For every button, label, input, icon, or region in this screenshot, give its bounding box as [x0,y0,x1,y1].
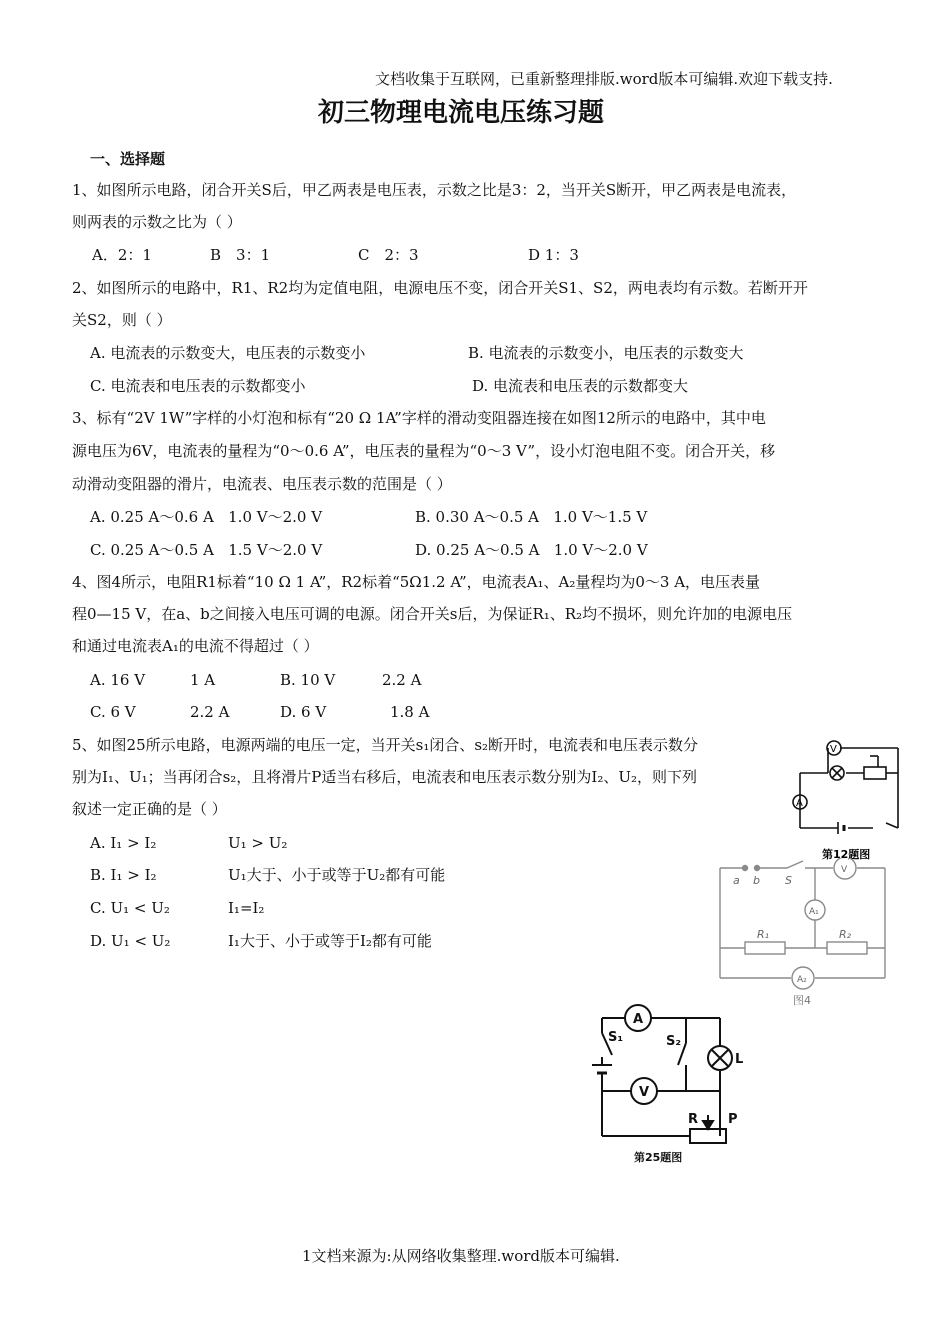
q4-option-b-current: 2.2 A [382,671,422,689]
header-note: 文档收集于互联网，已重新整理排版.word版本可编辑.欢迎下载支持. [375,70,833,88]
q5-option-d-right: I₁大于、小于或等于I₂都有可能 [228,932,432,950]
q2-option-d: D. 电流表和电压表的示数都变大 [472,377,689,395]
question-5-line-1: 5、如图25所示电路，电源两端的电压一定，当开关s₁闭合、s₂断开时，电流表和电压表示数分 [72,736,699,754]
fig4-s-label: S [785,874,792,887]
question-3-line-3: 动滑动变阻器的滑片，电流表、电压表示数的范围是（ ） [72,475,452,493]
fig4-b-label: b [753,874,760,887]
fig4-a1-label: A₁ [809,907,819,917]
fig25-l-label: L [735,1052,744,1067]
page-title: 初三物理电流电压练习题 [318,98,605,128]
fig25-caption: 第25题图 [634,1151,683,1164]
q5-option-b: B. I₁ > I₂ [90,866,157,884]
question-3-line-2: 源电压为6V，电流表的量程为“0～0.6 A”，电压表的量程为“0～3 V”，设小灯泡电阻不变。闭合开关，移 [72,442,776,460]
fig25-r-label: R [688,1112,699,1127]
q4-option-a-current: 1 A [190,671,216,689]
q1-option-d: D 1：3 [528,246,579,264]
q4-option-b: B. 10 V [280,671,336,689]
q5-option-a-right: U₁ > U₂ [228,834,288,852]
fig4-r1-label: R₁ [757,928,770,941]
fig25-s1-label: S₁ [608,1030,624,1045]
q4-option-a: A. 16 V [90,671,146,689]
q2-option-c: C. 电流表和电压表的示数都变小 [90,377,306,395]
fig4-caption: 图4 [793,994,811,1007]
fig12-caption: 第12题图 [822,848,871,861]
question-2-line-1: 2、如图所示的电路中，R1、R2均为定值电阻，电源电压不变，闭合开关S1、S2，两电表均有示数。若断开开 [72,279,808,297]
fig4-a2-label: A₂ [797,975,807,985]
question-5-line-2: 别为I₁、U₁；当再闭合s₂，且将滑片P适当右移后，电流表和电压表示数分别为I₂、U₂，则下列 [72,768,697,786]
question-3-line-1: 3、标有“2V 1W”字样的小灯泡和标有“20 Ω 1A”字样的滑动变阻器连接在如图12所示的电路中，其中电 [72,409,766,427]
page-footer: 1文档来源为:从网络收集整理.word版本可编辑. [302,1247,620,1265]
q3-option-c: C. 0.25 A～0.5 A 1.5 V～2.0 V [90,541,323,559]
fig4-a-label: a [733,874,740,887]
fig12-v-label: V [830,744,837,755]
fig25-a-label: A [633,1012,644,1027]
fig4-v-label: V [841,865,848,875]
q2-option-b: B. 电流表的示数变小，电压表的示数变大 [468,344,744,362]
fig4-r2-label: R₂ [839,928,852,941]
fig25-v-label: V [639,1085,650,1100]
q5-option-d: D. U₁ < U₂ [90,932,171,950]
q3-option-d: D. 0.25 A～0.5 A 1.0 V～2.0 V [415,541,648,559]
question-4-line-2: 程0—15 V，在a、b之间接入电压可调的电源。闭合开关s后，为保证R₁、R₂均不损坏，则允许加的电源电压 [72,605,793,623]
figure-25-circuit [590,1003,758,1168]
figure-4-circuit [715,858,890,1010]
q5-option-c: C. U₁ < U₂ [90,899,170,917]
q2-option-a: A. 电流表的示数变大，电压表的示数变小 [90,344,366,362]
q1-option-a: A．2：1 [92,246,152,264]
q4-option-d-current: 1.8 A [390,703,430,721]
q1-option-b: B 3：1 [210,246,271,264]
q4-option-c-current: 2.2 A [190,703,230,721]
q5-option-c-right: I₁=I₂ [228,899,265,917]
q4-option-d: D. 6 V [280,703,327,721]
fig25-p-label: P [728,1112,738,1127]
q5-option-b-right: U₁大于、小于或等于U₂都有可能 [228,866,446,884]
question-2-line-2: 关S2，则（ ） [72,311,172,329]
fig12-a-label: A [796,798,803,809]
q3-option-a: A. 0.25 A～0.6 A 1.0 V～2.0 V [90,508,323,526]
q4-option-c: C. 6 V [90,703,136,721]
q3-option-b: B. 0.30 A～0.5 A 1.0 V～1.5 V [415,508,648,526]
question-1-line-1: 1、如图所示电路，闭合开关S后，甲乙两表是电压表，示数之比是3：2，当开关S断开，甲乙两表是电流表， [72,181,797,199]
q1-option-c: C 2：3 [358,246,419,264]
q5-option-a: A. I₁ > I₂ [90,834,157,852]
question-4-line-3: 和通过电流表A₁的电流不得超过（ ） [72,637,319,655]
question-1-line-2: 则两表的示数之比为（ ） [72,213,242,231]
fig25-s2-label: S₂ [666,1034,682,1049]
figure-12-circuit [788,738,908,863]
question-4-line-1: 4、图4所示，电阻R1标着“10 Ω 1 A”，R2标着“5Ω1.2 A”，电流表A₁、A₂量程均为0～3 A，电压表量 [72,573,761,591]
section-heading: 一、选择题 [90,150,166,168]
question-5-line-3: 叙述一定正确的是（ ） [72,800,227,818]
